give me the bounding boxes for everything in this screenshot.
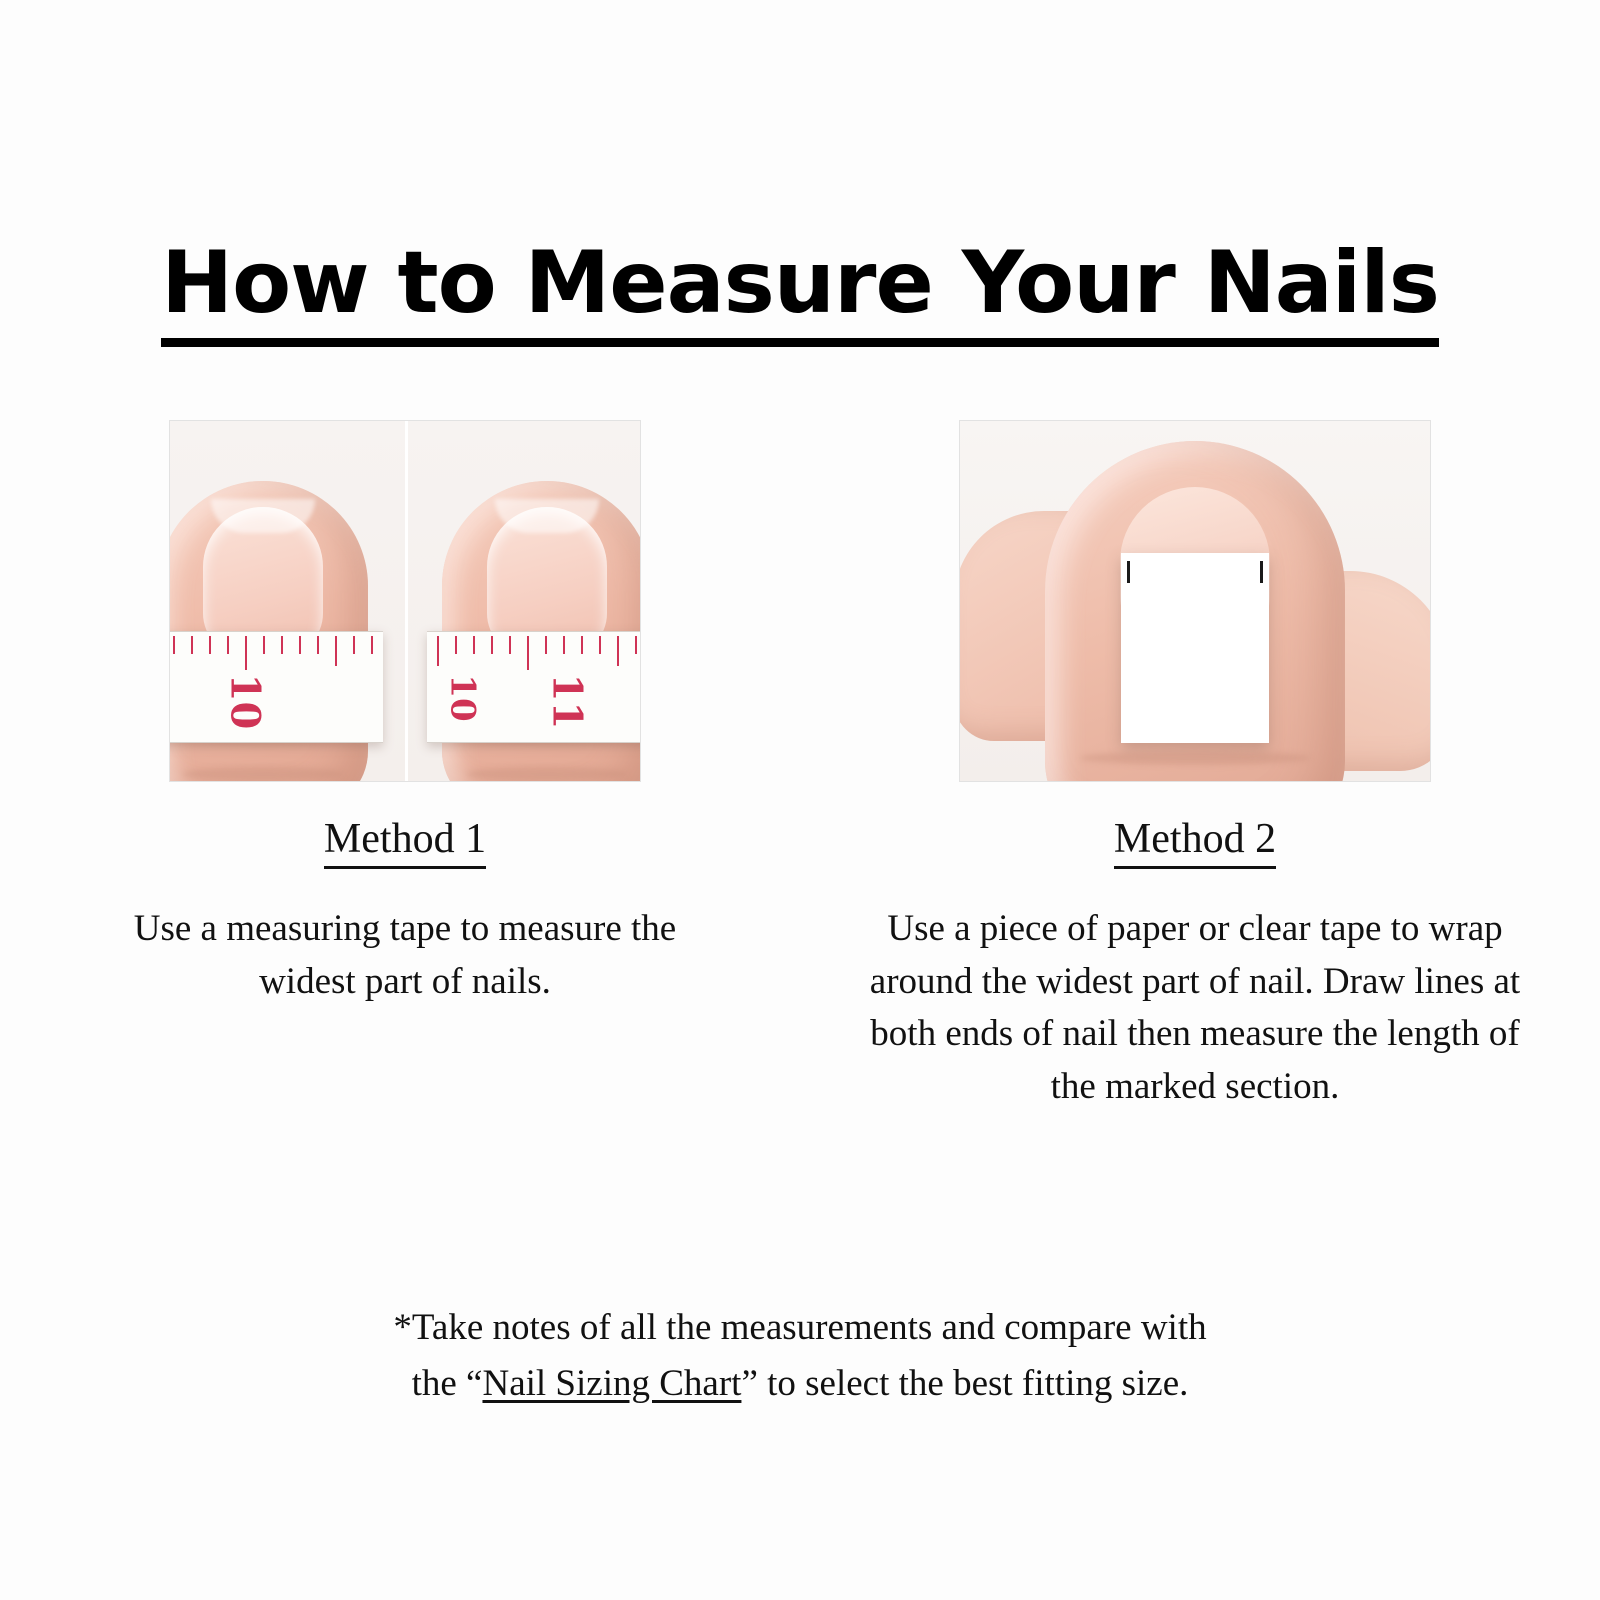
nail-sizing-chart-reference: Nail Sizing Chart [482,1362,742,1404]
tape-number-primary: 11 [543,673,591,730]
measuring-tape-left [169,631,383,743]
thumb-left [169,481,368,782]
page-title-wrap [0,233,1600,347]
thumb-right [442,481,641,782]
footnote-line-2-suffix: ” to select the best fitting size. [741,1362,1189,1404]
mark-line-right [1260,561,1263,583]
page-title: How to Measure Your Nails [161,238,1439,347]
footnote-line-1: *Take notes of all the measurements and compare with [393,1307,1207,1348]
method-1-description: Use a measuring tape to measure the widest part of nails. [133,908,677,1002]
method-1-image [169,420,641,782]
knuckle-crease-right-2 [467,767,627,781]
tape-ticks-left [169,636,383,676]
methods-container [0,420,1600,1113]
tape-number: 10 [221,673,269,730]
method-1-label: Method 1 [324,818,486,869]
knuckle-crease-left-2 [183,767,343,781]
image-split-divider [405,421,408,781]
mark-line-left [1127,561,1130,583]
method-2-panel [869,420,1521,1113]
method-2-description: Use a piece of paper or clear tape to wrap around the widest part of nail. Draw lines at both ends of nail then measure the length of the marked section. [869,908,1521,1107]
paper-strip [1121,553,1269,743]
tape-number-secondary: 10 [442,674,483,722]
footnote [0,1300,1600,1411]
tape-ticks-right [427,636,641,676]
method-2-image [959,420,1431,782]
method-2-label: Method 2 [1114,818,1276,869]
footnote-line-2 [0,1356,1600,1412]
method-1-panel [133,420,677,1113]
knuckle-crease-center [1080,751,1310,765]
measuring-tape-right [427,631,641,743]
footnote-line-2-prefix: the “ [411,1362,483,1404]
thumb-center [1045,441,1345,782]
